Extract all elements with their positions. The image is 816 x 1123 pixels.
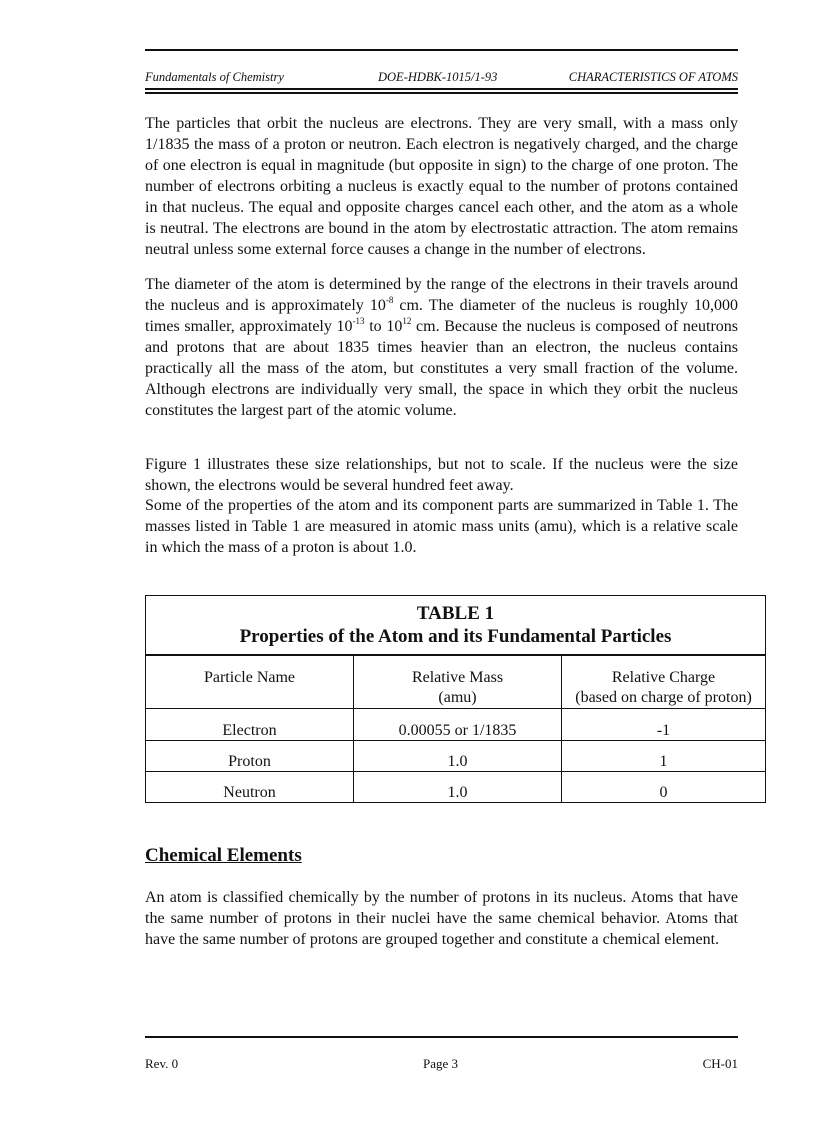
exponent: -8 <box>385 295 394 305</box>
column-header: Particle Name <box>146 655 354 709</box>
properties-table <box>145 595 766 803</box>
table-header-row <box>146 655 766 709</box>
cell: 0 <box>562 772 766 803</box>
paragraph-elements: An atom is classified chemically by the number of protons in its nucleus. Atoms that have the same number of protons in their nuclei have the same chemical behavior. Atoms that have the same number of protons are grouped together and constitute a chemical element. <box>145 889 738 948</box>
footer-doc-code: CH-01 <box>702 1056 738 1071</box>
footer-page-number: Page 3 <box>423 1056 459 1071</box>
exponent: 12 <box>402 316 412 326</box>
table-row <box>146 741 766 772</box>
header-rule-1 <box>145 88 738 90</box>
text: cm. The diameter of the nucleus is roughly 10,000 times smaller, approximately 10 <box>145 297 739 335</box>
exponent: -13 <box>352 316 365 326</box>
table-title-line: TABLE 1 <box>416 603 495 624</box>
cell: Electron <box>146 709 354 741</box>
paragraph-diameter <box>145 274 738 421</box>
header-left: Fundamentals of Chemistry <box>145 70 284 84</box>
footer-rule <box>145 1036 738 1038</box>
text: The diameter of the atom is determined by the range of the electrons in their travels around the nucleus and is approximately 10 <box>145 276 738 314</box>
table-row <box>146 709 766 741</box>
table-subtitle: Properties of the Atom and its Fundamental Particles <box>239 626 672 647</box>
cell: Proton <box>146 741 354 772</box>
text: cm. Because the nucleus is composed of neutrons and protons that are about 1835 times heavier than an electron, the nucleus contains practically all the mass of the atom, but constitutes a very small fraction of the volume. Although electrons are individually very small, the space in which they orbit the nucleus constitutes the largest part of the atomic volume. <box>145 318 739 419</box>
cell: Neutron <box>146 772 354 803</box>
text: to 10 <box>364 318 403 335</box>
section-heading: Chemical Elements <box>145 845 302 866</box>
paragraph-electrons: The particles that orbit the nucleus are electrons. They are very small, with a mass only 1/1835 the mass of a proton or neutron. Each electron is negatively charged, and the charge of one electron is equal in magnitude (but opposite in sign) to the charge of one proton. The number of electrons orbiting a nucleus is exactly equal to the number of protons contained in that nucleus. The equal and opposite charges cancel each other, and the atom as a whole is neutral. The electrons are bound in the atom by electrostatic attraction. The atom remains neutral unless some external force causes a change in the number of electrons. <box>145 115 738 258</box>
header-center: DOE-HDBK-1015/1-93 <box>378 70 498 84</box>
header-top-rule <box>145 49 738 51</box>
column-header: Relative Mass (amu) <box>354 655 562 709</box>
table-title <box>146 596 766 656</box>
table-row <box>146 772 766 803</box>
cell: 1 <box>562 741 766 772</box>
cell: 1.0 <box>354 741 562 772</box>
cell: -1 <box>562 709 766 741</box>
paragraph-figure: Figure 1 illustrates these size relationships, but not to scale. If the nucleus were the size shown, the electrons would be several hundred feet away. <box>145 456 738 494</box>
cell: 1.0 <box>354 772 562 803</box>
header-rule-2 <box>145 92 738 94</box>
column-header: Relative Charge (based on charge of proton) <box>562 655 766 709</box>
cell: 0.00055 or 1/1835 <box>354 709 562 741</box>
footer-revision: Rev. 0 <box>145 1056 179 1071</box>
header-right: CHARACTERISTICS OF ATOMS <box>568 70 738 84</box>
paragraph-table-intro: Some of the properties of the atom and its component parts are summarized in Table 1. The masses listed in Table 1 are measured in atomic mass units (amu), which is a relative scale in which the mass of a proton is about 1.0. <box>145 497 738 556</box>
